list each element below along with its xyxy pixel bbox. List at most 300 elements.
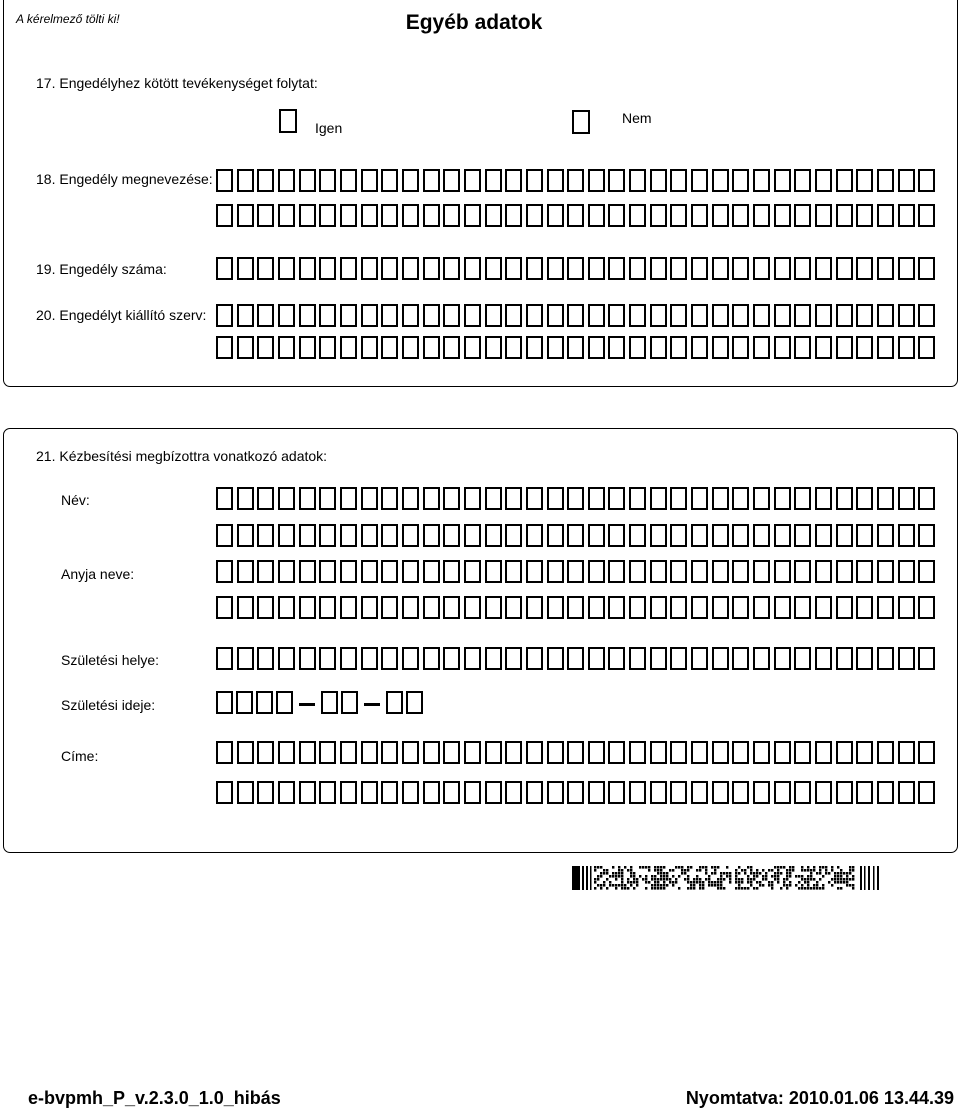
char-box[interactable] [856,741,873,764]
char-box[interactable] [423,647,440,670]
char-box[interactable] [402,781,419,804]
char-box[interactable] [340,741,357,764]
char-box[interactable] [361,169,378,192]
char-box[interactable] [732,596,749,619]
char-box[interactable] [918,304,935,327]
char-box[interactable] [423,304,440,327]
char-box[interactable] [836,560,853,583]
char-box[interactable] [836,169,853,192]
char-box[interactable] [794,304,811,327]
char-box[interactable] [299,524,316,547]
char-box[interactable] [588,304,605,327]
char-box[interactable] [753,169,770,192]
char-box[interactable] [547,487,564,510]
char-box[interactable] [815,647,832,670]
char-box[interactable] [257,647,274,670]
char-box[interactable] [216,596,233,619]
char-box[interactable] [794,204,811,227]
char-box[interactable] [381,169,398,192]
char-box[interactable] [608,487,625,510]
char-box[interactable] [361,304,378,327]
char-box[interactable] [485,524,502,547]
char-box[interactable] [670,741,687,764]
char-box[interactable] [547,304,564,327]
char-box[interactable] [567,741,584,764]
char-box[interactable] [898,257,915,280]
char-box[interactable] [856,596,873,619]
char-box[interactable] [402,169,419,192]
char-box[interactable] [547,781,564,804]
char-box[interactable] [629,257,646,280]
char-box[interactable] [836,524,853,547]
char-box[interactable] [898,169,915,192]
char-box[interactable] [691,596,708,619]
char-box[interactable] [608,560,625,583]
char-box[interactable] [712,336,729,359]
char-box[interactable] [856,560,873,583]
char-box[interactable] [505,304,522,327]
char-box[interactable] [278,524,295,547]
char-box[interactable] [443,336,460,359]
char-box[interactable] [732,560,749,583]
char-box[interactable] [423,204,440,227]
char-box[interactable] [319,257,336,280]
char-box[interactable] [753,524,770,547]
char-box[interactable] [753,560,770,583]
char-box[interactable] [237,336,254,359]
char-box[interactable] [650,257,667,280]
char-box[interactable] [856,204,873,227]
char-box[interactable] [898,336,915,359]
char-box[interactable] [794,169,811,192]
char-box[interactable] [526,647,543,670]
char-box[interactable] [898,304,915,327]
char-box[interactable] [237,596,254,619]
char-box[interactable] [402,336,419,359]
char-box[interactable] [753,596,770,619]
char-box[interactable] [361,257,378,280]
char-box[interactable] [464,169,481,192]
char-box[interactable] [691,741,708,764]
char-box[interactable] [402,741,419,764]
char-box[interactable] [443,304,460,327]
char-box[interactable] [443,169,460,192]
char-box[interactable] [650,304,667,327]
char-box[interactable] [877,487,894,510]
mother-name-row-2[interactable] [216,596,935,619]
char-box[interactable] [712,560,729,583]
char-box[interactable] [856,647,873,670]
char-box[interactable] [567,204,584,227]
char-box[interactable] [526,524,543,547]
char-box[interactable] [464,257,481,280]
char-box[interactable] [443,741,460,764]
char-box[interactable] [856,524,873,547]
char-box[interactable] [423,169,440,192]
char-box[interactable] [526,257,543,280]
char-box[interactable] [485,781,502,804]
char-box[interactable] [402,257,419,280]
char-box[interactable] [918,257,935,280]
char-box[interactable] [237,204,254,227]
char-box[interactable] [257,781,274,804]
char-box[interactable] [526,741,543,764]
char-box[interactable] [629,596,646,619]
char-box[interactable] [381,336,398,359]
char-box[interactable] [547,741,564,764]
char-box[interactable] [650,204,667,227]
char-box[interactable] [237,647,254,670]
char-box[interactable] [836,304,853,327]
char-box[interactable] [774,741,791,764]
char-box[interactable] [712,647,729,670]
char-box[interactable] [485,741,502,764]
char-box[interactable] [299,596,316,619]
char-box[interactable] [670,169,687,192]
char-box[interactable] [505,524,522,547]
char-box[interactable] [257,304,274,327]
char-box[interactable] [608,596,625,619]
char-box[interactable] [381,596,398,619]
birth-day-box[interactable] [406,691,423,714]
char-box[interactable] [588,560,605,583]
char-box[interactable] [319,647,336,670]
char-box[interactable] [505,169,522,192]
char-box[interactable] [815,336,832,359]
char-box[interactable] [485,169,502,192]
char-box[interactable] [815,560,832,583]
char-box[interactable] [918,169,935,192]
char-box[interactable] [732,647,749,670]
char-box[interactable] [299,781,316,804]
char-box[interactable] [423,257,440,280]
char-box[interactable] [567,524,584,547]
char-box[interactable] [774,304,791,327]
char-box[interactable] [381,741,398,764]
char-box[interactable] [464,204,481,227]
char-box[interactable] [774,596,791,619]
char-box[interactable] [443,647,460,670]
char-box[interactable] [464,336,481,359]
char-box[interactable] [257,524,274,547]
char-box[interactable] [547,596,564,619]
char-box[interactable] [670,596,687,619]
char-box[interactable] [794,741,811,764]
char-box[interactable] [567,560,584,583]
char-box[interactable] [402,487,419,510]
char-box[interactable] [340,169,357,192]
char-box[interactable] [340,596,357,619]
char-box[interactable] [670,560,687,583]
char-box[interactable] [691,781,708,804]
char-box[interactable] [257,741,274,764]
char-box[interactable] [381,204,398,227]
char-box[interactable] [732,524,749,547]
char-box[interactable] [443,596,460,619]
char-box[interactable] [732,487,749,510]
char-box[interactable] [443,560,460,583]
char-box[interactable] [526,204,543,227]
issuer-row-2[interactable] [216,336,935,359]
char-box[interactable] [381,781,398,804]
char-box[interactable] [278,257,295,280]
char-box[interactable] [856,304,873,327]
char-box[interactable] [319,741,336,764]
char-box[interactable] [753,257,770,280]
char-box[interactable] [877,169,894,192]
char-box[interactable] [299,304,316,327]
char-box[interactable] [629,560,646,583]
char-box[interactable] [278,647,295,670]
char-box[interactable] [464,487,481,510]
char-box[interactable] [257,336,274,359]
char-box[interactable] [898,596,915,619]
char-box[interactable] [670,204,687,227]
char-box[interactable] [464,560,481,583]
char-box[interactable] [918,781,935,804]
char-box[interactable] [402,304,419,327]
char-box[interactable] [485,304,502,327]
char-box[interactable] [650,647,667,670]
char-box[interactable] [402,596,419,619]
char-box[interactable] [836,781,853,804]
char-box[interactable] [753,781,770,804]
char-box[interactable] [650,336,667,359]
char-box[interactable] [299,204,316,227]
char-box[interactable] [732,781,749,804]
char-box[interactable] [608,169,625,192]
char-box[interactable] [856,169,873,192]
char-box[interactable] [898,647,915,670]
char-box[interactable] [670,257,687,280]
char-box[interactable] [299,741,316,764]
char-box[interactable] [505,741,522,764]
char-box[interactable] [856,781,873,804]
char-box[interactable] [815,304,832,327]
char-box[interactable] [732,169,749,192]
char-box[interactable] [650,169,667,192]
char-box[interactable] [836,257,853,280]
birth-month-box[interactable] [321,691,338,714]
char-box[interactable] [774,257,791,280]
char-box[interactable] [485,596,502,619]
char-box[interactable] [629,204,646,227]
char-box[interactable] [608,524,625,547]
char-box[interactable] [423,524,440,547]
char-box[interactable] [361,204,378,227]
char-box[interactable] [526,304,543,327]
char-box[interactable] [547,336,564,359]
char-box[interactable] [319,204,336,227]
char-box[interactable] [402,204,419,227]
char-box[interactable] [588,487,605,510]
char-box[interactable] [836,647,853,670]
char-box[interactable] [650,524,667,547]
char-box[interactable] [340,524,357,547]
char-box[interactable] [898,204,915,227]
char-box[interactable] [856,257,873,280]
char-box[interactable] [237,781,254,804]
char-box[interactable] [629,647,646,670]
char-box[interactable] [547,169,564,192]
char-box[interactable] [794,781,811,804]
char-box[interactable] [753,304,770,327]
char-box[interactable] [774,204,791,227]
char-box[interactable] [526,487,543,510]
char-box[interactable] [361,336,378,359]
char-box[interactable] [629,524,646,547]
char-box[interactable] [299,487,316,510]
char-box[interactable] [402,560,419,583]
char-box[interactable] [299,647,316,670]
name-row-1[interactable] [216,487,935,510]
char-box[interactable] [629,741,646,764]
char-box[interactable] [278,596,295,619]
char-box[interactable] [670,487,687,510]
char-box[interactable] [278,781,295,804]
birth-year-box[interactable] [236,691,253,714]
char-box[interactable] [877,524,894,547]
char-box[interactable] [670,647,687,670]
char-box[interactable] [918,596,935,619]
char-box[interactable] [361,647,378,670]
char-box[interactable] [629,336,646,359]
char-box[interactable] [774,647,791,670]
char-box[interactable] [319,596,336,619]
char-box[interactable] [608,257,625,280]
char-box[interactable] [361,781,378,804]
char-box[interactable] [299,257,316,280]
char-box[interactable] [257,257,274,280]
char-box[interactable] [794,596,811,619]
char-box[interactable] [898,781,915,804]
char-box[interactable] [877,741,894,764]
char-box[interactable] [691,257,708,280]
char-box[interactable] [237,487,254,510]
char-box[interactable] [299,336,316,359]
char-box[interactable] [381,560,398,583]
char-box[interactable] [216,204,233,227]
char-box[interactable] [794,560,811,583]
char-box[interactable] [299,169,316,192]
char-box[interactable] [856,336,873,359]
char-box[interactable] [712,169,729,192]
issuer-row-1[interactable] [216,304,935,327]
char-box[interactable] [918,647,935,670]
char-box[interactable] [547,560,564,583]
char-box[interactable] [815,204,832,227]
address-row-2[interactable] [216,781,935,804]
char-box[interactable] [567,596,584,619]
char-box[interactable] [526,781,543,804]
char-box[interactable] [361,524,378,547]
char-box[interactable] [918,741,935,764]
char-box[interactable] [670,524,687,547]
char-box[interactable] [670,781,687,804]
char-box[interactable] [712,781,729,804]
char-box[interactable] [340,487,357,510]
char-box[interactable] [381,304,398,327]
char-box[interactable] [381,257,398,280]
char-box[interactable] [443,524,460,547]
char-box[interactable] [464,741,481,764]
birth-year-box[interactable] [276,691,293,714]
char-box[interactable] [278,336,295,359]
char-box[interactable] [608,647,625,670]
char-box[interactable] [237,257,254,280]
char-box[interactable] [650,741,667,764]
char-box[interactable] [608,741,625,764]
char-box[interactable] [815,487,832,510]
char-box[interactable] [650,596,667,619]
char-box[interactable] [319,336,336,359]
char-box[interactable] [691,336,708,359]
char-box[interactable] [340,336,357,359]
permit-name-row-1[interactable] [216,169,935,192]
char-box[interactable] [836,596,853,619]
char-box[interactable] [547,204,564,227]
char-box[interactable] [918,487,935,510]
mother-name-row-1[interactable] [216,560,935,583]
char-box[interactable] [237,741,254,764]
char-box[interactable] [526,560,543,583]
char-box[interactable] [340,257,357,280]
char-box[interactable] [712,257,729,280]
char-box[interactable] [732,336,749,359]
char-box[interactable] [402,524,419,547]
char-box[interactable] [836,741,853,764]
char-box[interactable] [815,781,832,804]
birth-place-row[interactable] [216,647,935,670]
address-row-1[interactable] [216,741,935,764]
char-box[interactable] [629,487,646,510]
char-box[interactable] [691,204,708,227]
char-box[interactable] [567,169,584,192]
char-box[interactable] [505,647,522,670]
char-box[interactable] [877,304,894,327]
char-box[interactable] [877,647,894,670]
birth-day-box[interactable] [386,691,403,714]
char-box[interactable] [898,524,915,547]
char-box[interactable] [278,741,295,764]
char-box[interactable] [588,596,605,619]
char-box[interactable] [485,487,502,510]
char-box[interactable] [505,336,522,359]
char-box[interactable] [753,647,770,670]
char-box[interactable] [567,336,584,359]
char-box[interactable] [526,169,543,192]
char-box[interactable] [774,169,791,192]
char-box[interactable] [774,487,791,510]
char-box[interactable] [836,336,853,359]
char-box[interactable] [650,487,667,510]
char-box[interactable] [588,169,605,192]
char-box[interactable] [423,336,440,359]
char-box[interactable] [443,204,460,227]
char-box[interactable] [712,304,729,327]
char-box[interactable] [485,560,502,583]
name-row-2[interactable] [216,524,935,547]
char-box[interactable] [361,487,378,510]
char-box[interactable] [505,781,522,804]
char-box[interactable] [216,741,233,764]
char-box[interactable] [898,741,915,764]
char-box[interactable] [443,257,460,280]
char-box[interactable] [836,487,853,510]
char-box[interactable] [526,596,543,619]
char-box[interactable] [319,524,336,547]
char-box[interactable] [319,781,336,804]
